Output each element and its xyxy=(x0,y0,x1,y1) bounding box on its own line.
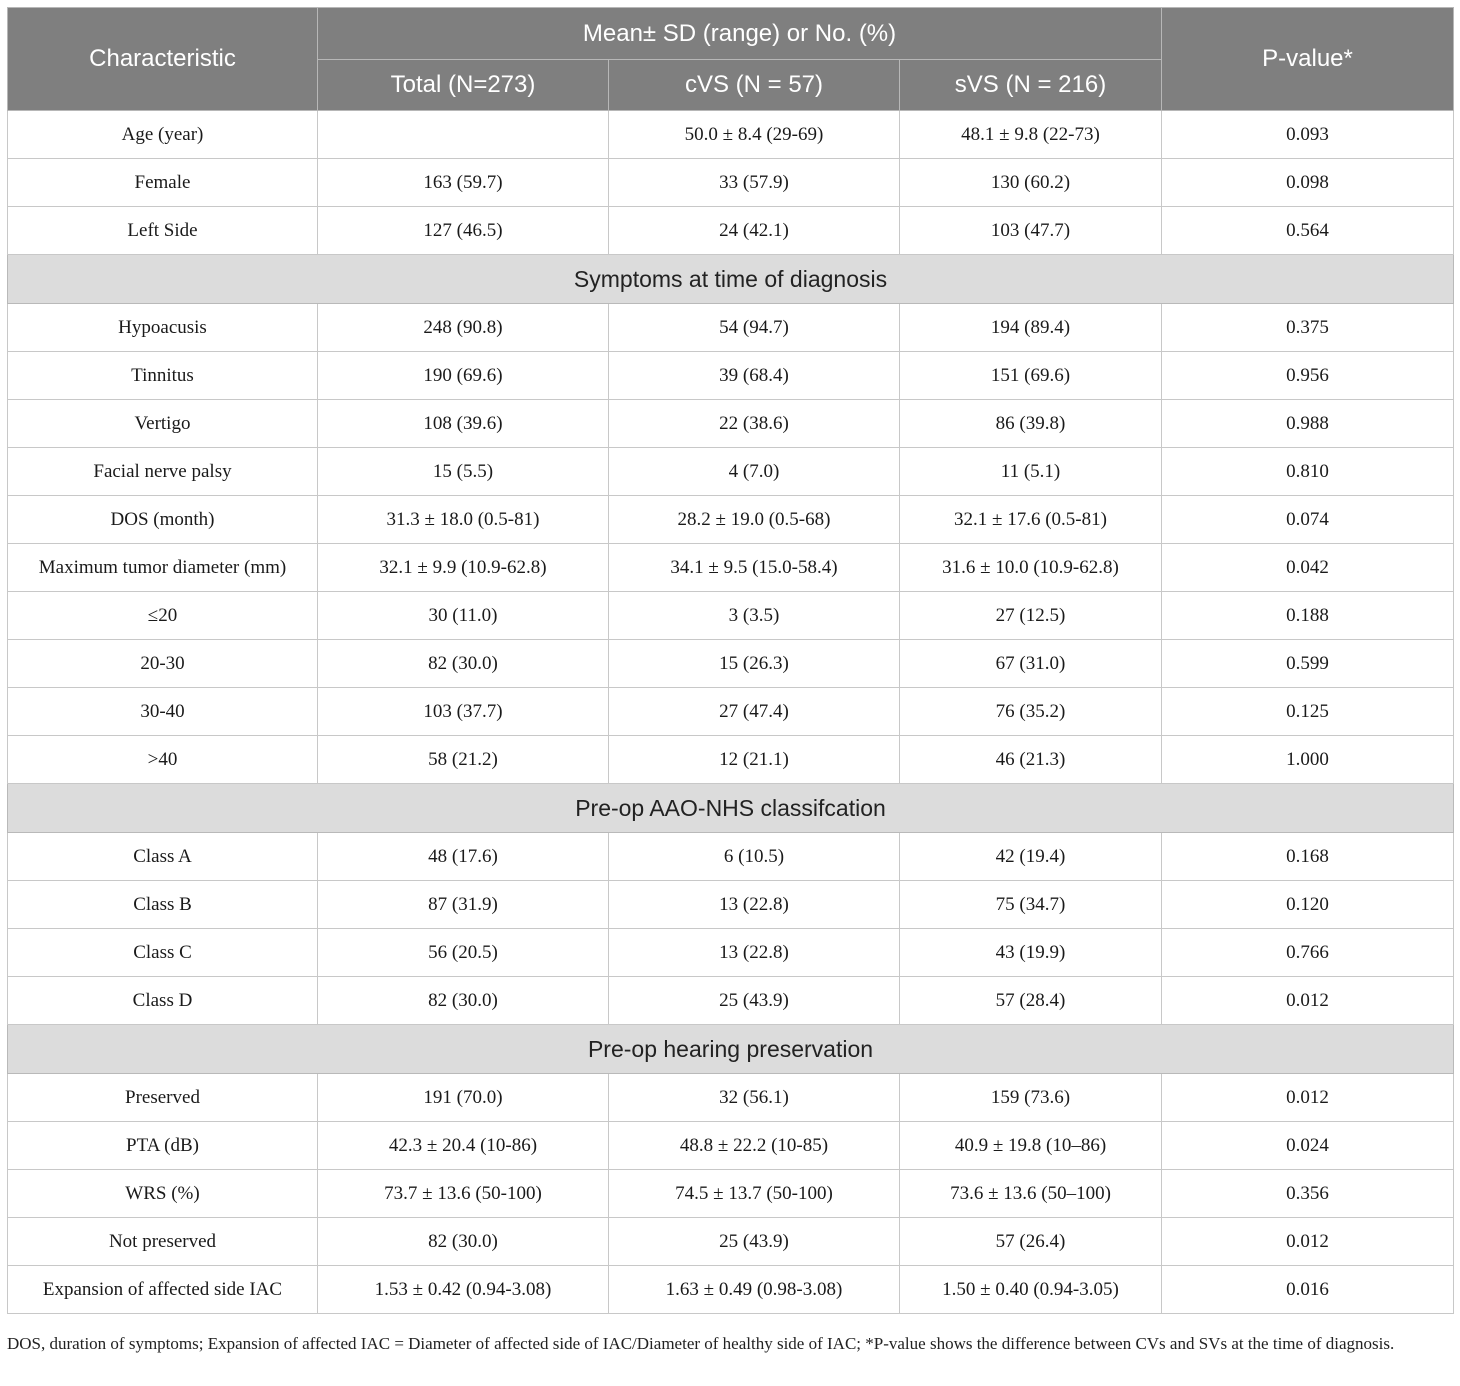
table-body xyxy=(8,111,1454,1314)
cell-characteristic: PTA (dB) xyxy=(8,1122,318,1170)
cell-svs: 46 (21.3) xyxy=(900,736,1162,784)
cell-cvs: 13 (22.8) xyxy=(609,881,900,929)
table-row xyxy=(8,448,1454,496)
cell-total: 82 (30.0) xyxy=(318,977,609,1025)
cell-cvs: 25 (43.9) xyxy=(609,977,900,1025)
section-heading: Symptoms at time of diagnosis xyxy=(8,255,1454,304)
cell-cvs: 50.0 ± 8.4 (29-69) xyxy=(609,111,900,159)
table-footnote: DOS, duration of symptoms; Expansion of affected IAC = Diameter of affected side of IAC/Diameter of healthy side of IAC; *P-value shows the difference between CVs and SVs at the time of diagnosis. xyxy=(7,1334,1395,1353)
section-heading: Pre-op AAO-NHS classifcation xyxy=(8,784,1454,833)
cell-svs: 57 (28.4) xyxy=(900,977,1162,1025)
cell-total: 163 (59.7) xyxy=(318,159,609,207)
cell-svs: 67 (31.0) xyxy=(900,640,1162,688)
table-row xyxy=(8,1122,1454,1170)
cell-total: 73.7 ± 13.6 (50-100) xyxy=(318,1170,609,1218)
cell-total: 103 (37.7) xyxy=(318,688,609,736)
cell-pvalue: 0.356 xyxy=(1162,1170,1454,1218)
characteristics-table xyxy=(7,7,1454,1314)
cell-characteristic: Vertigo xyxy=(8,400,318,448)
cell-total: 127 (46.5) xyxy=(318,207,609,255)
cell-svs: 40.9 ± 19.8 (10–86) xyxy=(900,1122,1162,1170)
cell-pvalue: 0.098 xyxy=(1162,159,1454,207)
cell-svs: 48.1 ± 9.8 (22-73) xyxy=(900,111,1162,159)
header-characteristic: Characteristic xyxy=(8,8,318,111)
cell-pvalue: 0.375 xyxy=(1162,304,1454,352)
cell-svs: 159 (73.6) xyxy=(900,1074,1162,1122)
cell-pvalue: 0.012 xyxy=(1162,1074,1454,1122)
cell-total: 32.1 ± 9.9 (10.9-62.8) xyxy=(318,544,609,592)
section-heading: Pre-op hearing preservation xyxy=(8,1025,1454,1074)
cell-characteristic: ≤20 xyxy=(8,592,318,640)
table-row xyxy=(8,1218,1454,1266)
cell-pvalue: 0.024 xyxy=(1162,1122,1454,1170)
table-row xyxy=(8,207,1454,255)
section-row xyxy=(8,1025,1454,1074)
cell-svs: 130 (60.2) xyxy=(900,159,1162,207)
cell-svs: 86 (39.8) xyxy=(900,400,1162,448)
cell-pvalue: 0.074 xyxy=(1162,496,1454,544)
table-row xyxy=(8,592,1454,640)
table-row xyxy=(8,1266,1454,1314)
cell-characteristic: Facial nerve palsy xyxy=(8,448,318,496)
cell-total: 42.3 ± 20.4 (10-86) xyxy=(318,1122,609,1170)
cell-pvalue: 0.093 xyxy=(1162,111,1454,159)
cell-svs: 57 (26.4) xyxy=(900,1218,1162,1266)
table-row xyxy=(8,111,1454,159)
cell-total xyxy=(318,111,609,159)
cell-svs: 151 (69.6) xyxy=(900,352,1162,400)
header-cvs: cVS (N = 57) xyxy=(609,60,900,111)
cell-pvalue: 0.564 xyxy=(1162,207,1454,255)
cell-characteristic: Class C xyxy=(8,929,318,977)
cell-total: 191 (70.0) xyxy=(318,1074,609,1122)
section-row xyxy=(8,784,1454,833)
cell-cvs: 48.8 ± 22.2 (10-85) xyxy=(609,1122,900,1170)
cell-characteristic: Left Side xyxy=(8,207,318,255)
cell-total: 87 (31.9) xyxy=(318,881,609,929)
cell-cvs: 13 (22.8) xyxy=(609,929,900,977)
table-row xyxy=(8,881,1454,929)
table-row xyxy=(8,400,1454,448)
cell-svs: 43 (19.9) xyxy=(900,929,1162,977)
cell-characteristic: Class A xyxy=(8,833,318,881)
cell-total: 15 (5.5) xyxy=(318,448,609,496)
cell-svs: 27 (12.5) xyxy=(900,592,1162,640)
cell-cvs: 1.63 ± 0.49 (0.98-3.08) xyxy=(609,1266,900,1314)
cell-cvs: 12 (21.1) xyxy=(609,736,900,784)
table-header xyxy=(8,8,1454,111)
cell-cvs: 54 (94.7) xyxy=(609,304,900,352)
cell-characteristic: Hypoacusis xyxy=(8,304,318,352)
cell-pvalue: 0.042 xyxy=(1162,544,1454,592)
cell-cvs: 3 (3.5) xyxy=(609,592,900,640)
cell-cvs: 25 (43.9) xyxy=(609,1218,900,1266)
cell-svs: 73.6 ± 13.6 (50–100) xyxy=(900,1170,1162,1218)
cell-total: 108 (39.6) xyxy=(318,400,609,448)
cell-cvs: 39 (68.4) xyxy=(609,352,900,400)
cell-total: 1.53 ± 0.42 (0.94-3.08) xyxy=(318,1266,609,1314)
section-row xyxy=(8,255,1454,304)
cell-cvs: 27 (47.4) xyxy=(609,688,900,736)
cell-cvs: 24 (42.1) xyxy=(609,207,900,255)
cell-cvs: 74.5 ± 13.7 (50-100) xyxy=(609,1170,900,1218)
table-row xyxy=(8,352,1454,400)
cell-cvs: 4 (7.0) xyxy=(609,448,900,496)
header-total: Total (N=273) xyxy=(318,60,609,111)
table-row xyxy=(8,977,1454,1025)
cell-pvalue: 0.016 xyxy=(1162,1266,1454,1314)
cell-characteristic: 30-40 xyxy=(8,688,318,736)
cell-svs: 1.50 ± 0.40 (0.94-3.05) xyxy=(900,1266,1162,1314)
cell-total: 248 (90.8) xyxy=(318,304,609,352)
cell-cvs: 28.2 ± 19.0 (0.5-68) xyxy=(609,496,900,544)
header-pvalue: P-value* xyxy=(1162,8,1454,111)
table-row xyxy=(8,736,1454,784)
table-row xyxy=(8,833,1454,881)
cell-characteristic: Not preserved xyxy=(8,1218,318,1266)
cell-cvs: 6 (10.5) xyxy=(609,833,900,881)
cell-characteristic: Preserved xyxy=(8,1074,318,1122)
cell-characteristic: Class D xyxy=(8,977,318,1025)
table-row xyxy=(8,304,1454,352)
cell-svs: 103 (47.7) xyxy=(900,207,1162,255)
cell-pvalue: 0.188 xyxy=(1162,592,1454,640)
cell-pvalue: 0.125 xyxy=(1162,688,1454,736)
cell-svs: 42 (19.4) xyxy=(900,833,1162,881)
table-row xyxy=(8,640,1454,688)
cell-characteristic: >40 xyxy=(8,736,318,784)
cell-total: 190 (69.6) xyxy=(318,352,609,400)
cell-total: 48 (17.6) xyxy=(318,833,609,881)
cell-characteristic: Age (year) xyxy=(8,111,318,159)
table-row xyxy=(8,496,1454,544)
cell-total: 31.3 ± 18.0 (0.5-81) xyxy=(318,496,609,544)
cell-characteristic: Class B xyxy=(8,881,318,929)
cell-cvs: 15 (26.3) xyxy=(609,640,900,688)
cell-total: 82 (30.0) xyxy=(318,640,609,688)
cell-pvalue: 0.120 xyxy=(1162,881,1454,929)
cell-pvalue: 0.599 xyxy=(1162,640,1454,688)
cell-characteristic: DOS (month) xyxy=(8,496,318,544)
cell-characteristic: Maximum tumor diameter (mm) xyxy=(8,544,318,592)
cell-total: 56 (20.5) xyxy=(318,929,609,977)
table-row xyxy=(8,1170,1454,1218)
cell-cvs: 33 (57.9) xyxy=(609,159,900,207)
cell-pvalue: 0.012 xyxy=(1162,977,1454,1025)
cell-svs: 76 (35.2) xyxy=(900,688,1162,736)
table-row xyxy=(8,159,1454,207)
cell-pvalue: 0.810 xyxy=(1162,448,1454,496)
cell-svs: 75 (34.7) xyxy=(900,881,1162,929)
cell-cvs: 22 (38.6) xyxy=(609,400,900,448)
cell-pvalue: 0.766 xyxy=(1162,929,1454,977)
header-group-title: Mean± SD (range) or No. (%) xyxy=(318,8,1162,60)
cell-svs: 31.6 ± 10.0 (10.9-62.8) xyxy=(900,544,1162,592)
cell-pvalue: 0.956 xyxy=(1162,352,1454,400)
cell-pvalue: 0.168 xyxy=(1162,833,1454,881)
cell-pvalue: 0.012 xyxy=(1162,1218,1454,1266)
cell-svs: 194 (89.4) xyxy=(900,304,1162,352)
cell-pvalue: 0.988 xyxy=(1162,400,1454,448)
cell-total: 30 (11.0) xyxy=(318,592,609,640)
cell-characteristic: Tinnitus xyxy=(8,352,318,400)
cell-cvs: 32 (56.1) xyxy=(609,1074,900,1122)
cell-svs: 11 (5.1) xyxy=(900,448,1162,496)
header-svs: sVS (N = 216) xyxy=(900,60,1162,111)
table-container xyxy=(7,7,1453,1314)
cell-pvalue: 1.000 xyxy=(1162,736,1454,784)
cell-total: 82 (30.0) xyxy=(318,1218,609,1266)
cell-characteristic: Female xyxy=(8,159,318,207)
cell-total: 58 (21.2) xyxy=(318,736,609,784)
cell-characteristic: WRS (%) xyxy=(8,1170,318,1218)
table-row xyxy=(8,688,1454,736)
cell-cvs: 34.1 ± 9.5 (15.0-58.4) xyxy=(609,544,900,592)
cell-characteristic: Expansion of affected side IAC xyxy=(8,1266,318,1314)
cell-characteristic: 20-30 xyxy=(8,640,318,688)
cell-svs: 32.1 ± 17.6 (0.5-81) xyxy=(900,496,1162,544)
table-row xyxy=(8,544,1454,592)
table-row xyxy=(8,1074,1454,1122)
table-row xyxy=(8,929,1454,977)
